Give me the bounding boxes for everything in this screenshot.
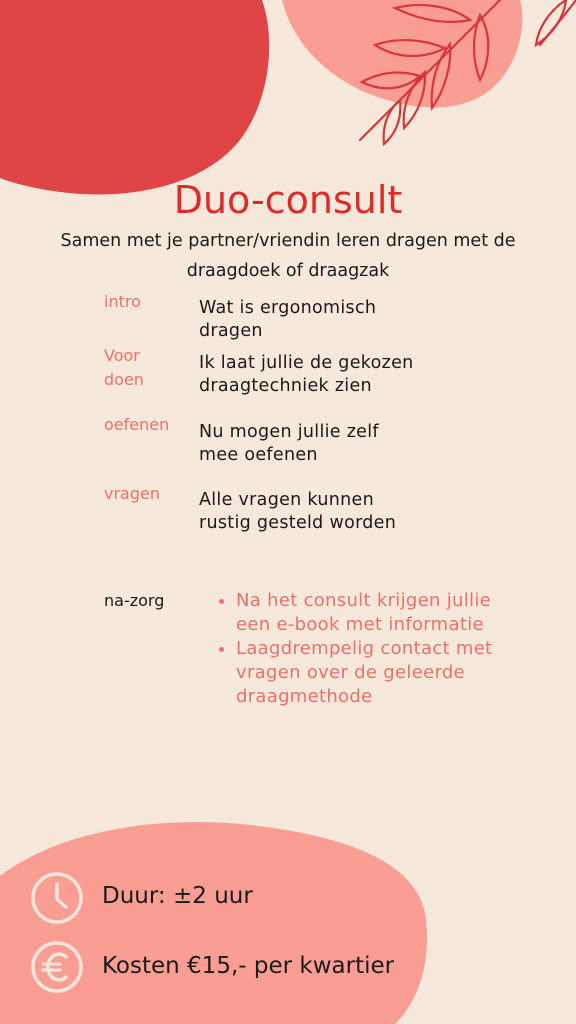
step-text-intro: Wat is ergonomisch dragen xyxy=(199,298,377,341)
page-subtitle: Samen met je partner/vriendin leren dragen met de draagdoek of draagzak xyxy=(60,231,516,281)
euro-icon xyxy=(30,940,84,994)
aftercare-label: na-zorg xyxy=(104,591,165,610)
leaf-branch-icon xyxy=(340,0,576,150)
duration-text: Duur: ±2 uur xyxy=(102,883,253,909)
step-text-oefenen: Nu mogen jullie zelf mee oefenen xyxy=(199,422,379,465)
list-item: • Na het consult krijgen jullie een e-book met informatie xyxy=(236,589,496,637)
step-label-vragen: vragen xyxy=(104,484,160,503)
page-title: Duo-consult xyxy=(173,178,403,222)
cost-text: Kosten €15,- per kwartier xyxy=(102,953,395,979)
list-item: • Laagdrempelig contact met vragen over de geleerde draagmethode xyxy=(236,637,496,709)
step-label-voor-doen: Voor doen xyxy=(104,346,144,389)
step-text-voor-doen: Ik laat jullie de gekozen draagtechniek zien xyxy=(199,353,414,396)
aftercare-list xyxy=(218,589,496,709)
step-label-oefenen: oefenen xyxy=(104,415,170,434)
step-text-vragen: Alle vragen kunnen rustig gesteld worden xyxy=(199,490,397,533)
step-label-intro: intro xyxy=(104,292,141,311)
clock-icon xyxy=(30,871,84,925)
red-blob-top-left xyxy=(0,0,269,194)
